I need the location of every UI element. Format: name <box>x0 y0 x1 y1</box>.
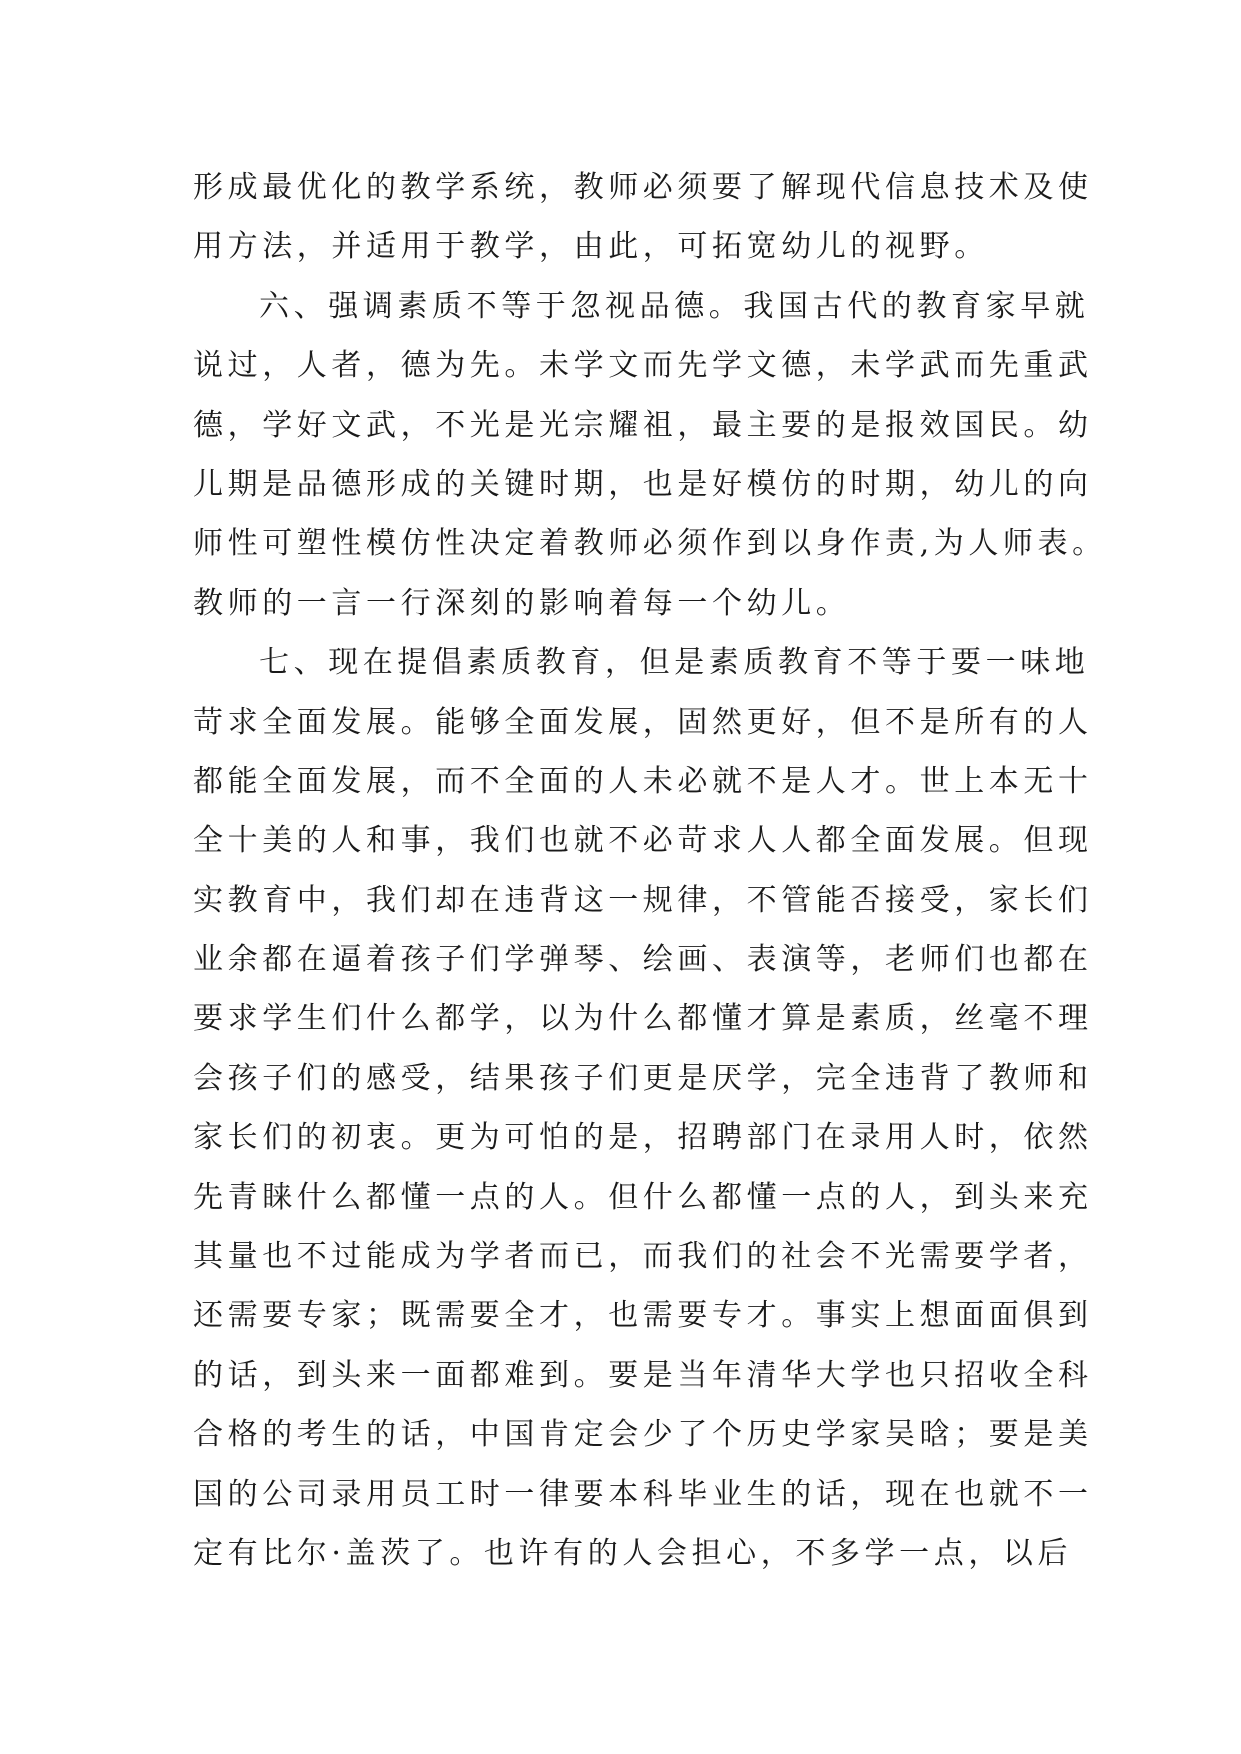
text-line: 合格的考生的话，中国肯定会少了个历史学家吴晗；要是美 <box>193 1417 1093 1453</box>
text-line: 还需要专家；既需要全才，也需要专才。事实上想面面俱到 <box>193 1298 1093 1334</box>
body-text <box>193 158 1107 1583</box>
text-line: 用方法，并适用于教学，由此，可拓宽幼儿的视野。 <box>193 229 989 265</box>
text-line: 苛求全面发展。能够全面发展，固然更好，但不是所有的人 <box>193 704 1093 740</box>
text-line: 会孩子们的感受，结果孩子们更是厌学，完全违背了教师和 <box>193 1060 1093 1096</box>
text-line: 教师的一言一行深刻的影响着每一个幼儿。 <box>193 585 851 621</box>
text-line: 形成最优化的教学系统，教师必须要了解现代信息技术及使 <box>193 170 1093 205</box>
text-line: 师性可塑性模仿性决定着教师必须作到以身作责,为人师表。 <box>193 526 1107 562</box>
paragraph-start-line: 七、现在提倡素质教育，但是素质教育不等于要一味地 <box>259 645 1090 681</box>
text-line: 其量也不过能成为学者而已，而我们的社会不光需要学者， <box>193 1239 1093 1275</box>
text-line: 都能全面发展，而不全面的人未必就不是人才。世上本无十 <box>193 763 1093 799</box>
text-line: 要求学生们什么都学，以为什么都懂才算是素质，丝毫不理 <box>193 1001 1093 1037</box>
text-line: 的话，到头来一面都难到。要是当年清华大学也只招收全科 <box>193 1357 1093 1393</box>
paragraph-start-line: 六、强调素质不等于忽视品德。我国古代的教育家早就 <box>259 288 1090 324</box>
text-line: 国的公司录用员工时一律要本科毕业生的话，现在也就不一 <box>193 1476 1093 1512</box>
text-line: 家长们的初衷。更为可怕的是，招聘部门在录用人时，依然 <box>193 1120 1093 1156</box>
text-line: 实教育中，我们却在违背这一规律，不管能否接受，家长们 <box>193 882 1093 918</box>
text-line: 先青睐什么都懂一点的人。但什么都懂一点的人，到头来充 <box>193 1179 1093 1215</box>
text-line: 定有比尔·盖茨了。也许有的人会担心，不多学一点，以后 <box>193 1535 1073 1571</box>
text-line: 儿期是品德形成的关键时期，也是好模仿的时期，幼儿的向 <box>193 466 1093 502</box>
text-line: 德，学好文武，不光是光宗耀祖，最主要的是报效国民。幼 <box>193 407 1093 443</box>
text-line: 说过，人者，德为先。未学文而先学文德，未学武而先重武 <box>193 348 1093 384</box>
text-line: 全十美的人和事，我们也就不必苛求人人都全面发展。但现 <box>193 823 1093 859</box>
text-line: 业余都在逼着孩子们学弹琴、绘画、表演等，老师们也都在 <box>193 942 1093 978</box>
